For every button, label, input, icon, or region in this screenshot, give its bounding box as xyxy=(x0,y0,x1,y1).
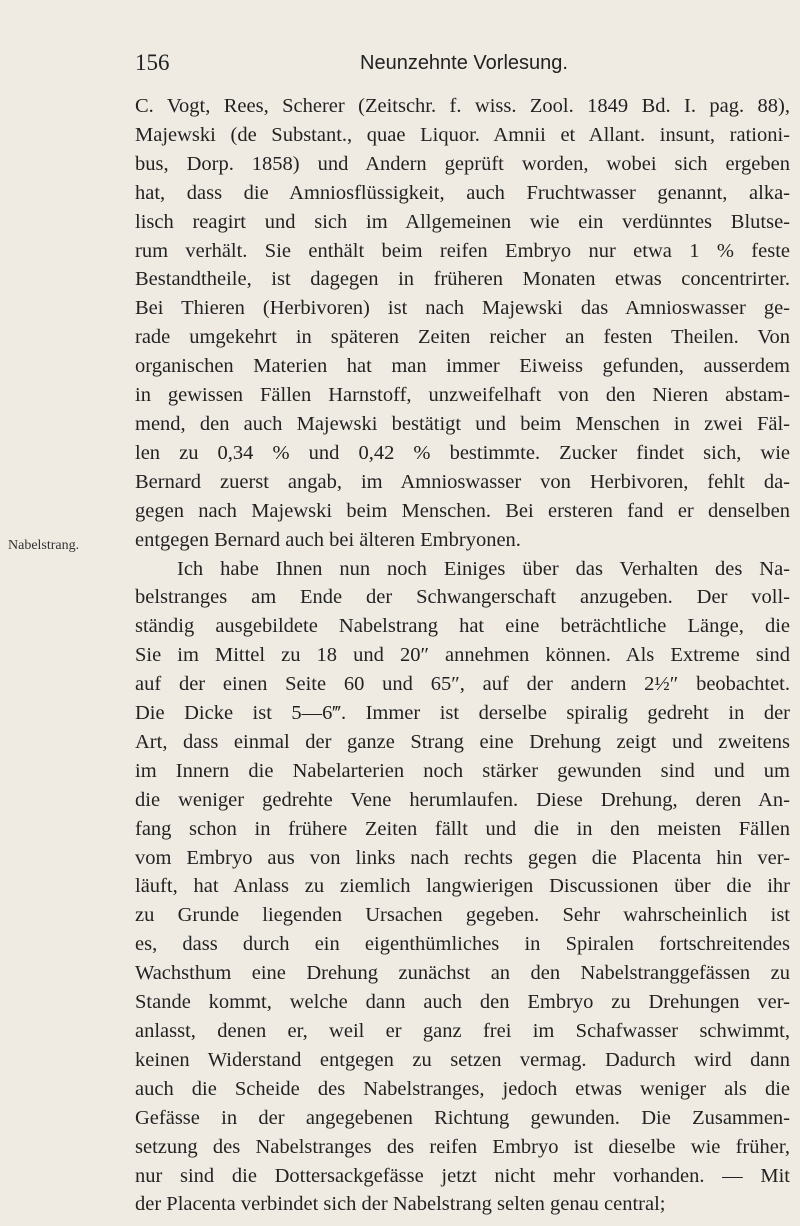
text-line: mend, den auch Majewski bestätigt und beim Menschen in zwei Fäl- xyxy=(135,412,790,435)
text-line: Die Dicke ist 5—6‴. Immer ist derselbe spiralig gedreht in der xyxy=(135,702,790,725)
text-line: belstranges am Ende der Schwangerschaft anzugeben. Der voll- xyxy=(135,586,790,609)
text-line: hat, dass die Amniosflüssigkeit, auch Fruchtwasser genannt, alka- xyxy=(135,181,790,204)
text-line: ständig ausgebildete Nabelstrang hat eine beträchtliche Länge, die xyxy=(135,615,790,638)
text-line: Bestandtheile, ist dagegen in früheren Monaten etwas concentrirter. xyxy=(135,268,790,291)
text-line: Art, dass einmal der ganze Strang eine Drehung zeigt und zweitens xyxy=(135,730,790,753)
text-line: Stande kommt, welche dann auch den Embryo zu Drehungen ver- xyxy=(135,991,790,1014)
text-line: auf der einen Seite 60 und 65″, auf der andern 2½″ beobachtet. xyxy=(135,673,790,696)
text-line: anlasst, denen er, weil er ganz frei im Schafwasser schwimmt, xyxy=(135,1020,790,1042)
text-line: nur sind die Dottersackgefässe jetzt nicht mehr vorhanden. — Mit xyxy=(135,1164,790,1187)
text-line: in gewissen Fällen Harnstoff, unzweifelhaft von den Nieren abstam- xyxy=(135,384,790,407)
text-line: keinen Widerstand entgegen zu setzen vermag. Dadurch wird dann xyxy=(135,1048,790,1071)
text-line: rade umgekehrt in späteren Zeiten reicher an festen Theilen. Von xyxy=(135,326,790,349)
text-line: setzung des Nabelstranges des reifen Embryo ist dieselbe wie früher, xyxy=(135,1135,790,1158)
text-line: es, dass durch ein eigenthümliches in Spiralen fortschreitendes xyxy=(135,933,790,956)
text-line: fang schon in frühere Zeiten fällt und die in den meisten Fällen xyxy=(135,817,790,840)
text-line: bus, Dorp. 1858) und Andern geprüft worden, wobei sich ergeben xyxy=(135,152,790,175)
text-line: Majewski (de Substant., quae Liquor. Amnii et Allant. insunt, rationi- xyxy=(135,123,790,146)
text-line: auch die Scheide des Nabelstranges, jedoch etwas weniger als die xyxy=(135,1077,790,1100)
text-line: rum verhält. Sie enthält beim reifen Embryo nur etwa 1 % feste xyxy=(135,239,790,262)
text-line: entgegen Bernard auch bei älteren Embryonen. xyxy=(135,528,521,551)
running-title: Neunzehnte Vorlesung. xyxy=(360,52,568,74)
text-line: C. Vogt, Rees, Scherer (Zeitschr. f. wiss. Zool. 1849 Bd. I. pag. 88), xyxy=(135,95,790,117)
body-text xyxy=(135,92,790,1219)
paragraph-umbilical-cord xyxy=(135,555,790,1220)
paragraph-amniotic-fluid xyxy=(135,92,790,555)
text-line: gegen nach Majewski beim Menschen. Bei ersteren fand er denselben xyxy=(135,499,790,522)
text-line: Bei Thieren (Herbivoren) ist nach Majewski das Amnioswasser ge- xyxy=(135,297,790,320)
text-line: Gefässe in der angegebenen Richtung gewunden. Die Zusammen- xyxy=(135,1106,790,1129)
text-line: läuft, hat Anlass zu ziemlich langwierigen Discussionen über die ihr xyxy=(135,875,790,898)
margin-note: Nabelstrang. xyxy=(8,538,80,553)
text-line: len zu 0,34 % und 0,42 % bestimmte. Zucker findet sich, wie xyxy=(135,441,790,464)
page-header xyxy=(135,50,775,80)
text-line: organischen Materien hat man immer Eiweiss gefunden, ausserdem xyxy=(135,355,790,378)
text-line: Bernard zuerst angab, im Amnioswasser von Herbivoren, fehlt da- xyxy=(135,470,790,493)
page-number: 156 xyxy=(135,50,170,75)
text-line: lisch reagirt und sich im Allgemeinen wie ein verdünntes Blutse- xyxy=(135,210,790,233)
text-line: die weniger gedrehte Vene herumlaufen. Diese Drehung, deren An- xyxy=(135,788,790,811)
text-line: zu Grunde liegenden Ursachen gegeben. Sehr wahrscheinlich ist xyxy=(135,904,790,927)
text-line: Sie im Mittel zu 18 und 20″ annehmen können. Als Extreme sind xyxy=(135,644,790,667)
text-line: Ich habe Ihnen nun noch Einiges über das Verhalten des Na- xyxy=(177,557,790,580)
text-line: der Placenta verbindet sich der Nabelstrang selten genau central; xyxy=(135,1193,666,1216)
text-line: vom Embryo aus von links nach rechts gegen die Placenta hin ver- xyxy=(135,846,790,869)
text-line: im Innern die Nabelarterien noch stärker gewunden sind und um xyxy=(135,759,790,782)
text-line: Wachsthum eine Drehung zunächst an den Nabelstranggefässen zu xyxy=(135,962,790,985)
